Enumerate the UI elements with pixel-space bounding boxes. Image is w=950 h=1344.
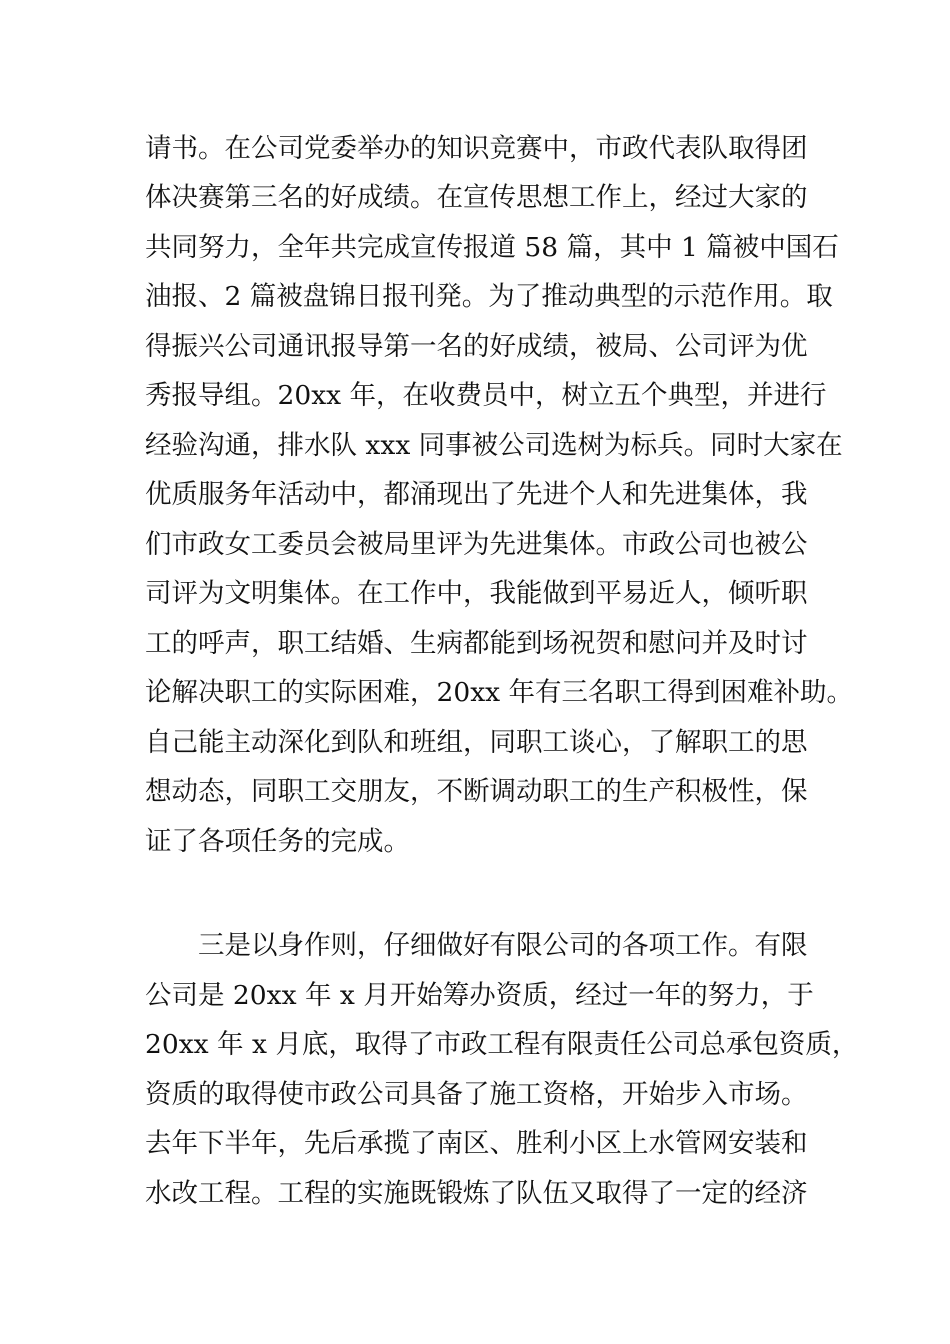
text-line: 们市政女工委员会被局里评为先进集体。市政公司也被公 xyxy=(145,529,808,560)
text-line: 经验沟通，排水队 xxx 同事被公司选树为标兵。同时大家在 xyxy=(145,430,843,461)
text-line: 去年下半年，先后承揽了南区、胜利小区上水管网安装和 xyxy=(145,1128,808,1159)
text-line: 油报、2 篇被盘锦日报刊発。为了推动典型的示范作用。取 xyxy=(145,281,833,312)
text-line: 20xx 年 x 月底，取得了市政工程有限责任公司总承包资质， xyxy=(145,1029,859,1060)
text-line: 得振兴公司通讯报导第一名的好成绩，被局、公司评为优 xyxy=(145,331,808,362)
text-line: 资质的取得使市政公司具备了施工资格，开始步入市场。 xyxy=(145,1079,808,1110)
text-line: 优质服务年活动中，都涌现出了先进个人和先进集体，我 xyxy=(145,479,808,510)
text-line: 工的呼声，职工结婚、生病都能到场祝贺和慰问并及时讨 xyxy=(145,628,808,659)
text-line: 论解决职工的实际困难，20xx 年有三名职工得到困难补助。 xyxy=(145,677,854,708)
text-line: 公司是 20xx 年 x 月开始筹办资质，经过一年的努力，于 xyxy=(145,980,814,1011)
paragraph-first-line: 三是以身作则，仔细做好有限公司的各项工作。有限 xyxy=(198,930,808,961)
text-line: 自己能主动深化到队和班组，同职工谈心，了解职工的思 xyxy=(145,727,808,758)
text-line: 想动态，同职工交朋友，不断调动职工的生产积极性，保 xyxy=(145,776,808,807)
text-line: 秀报导组。20xx 年，在收费员中，树立五个典型，并进行 xyxy=(145,380,827,411)
text-line: 请书。在公司党委举办的知识竞赛中，市政代表队取得团 xyxy=(145,133,808,164)
text-line: 体决赛第三名的好成绩。在宣传思想工作上，经过大家的 xyxy=(145,182,808,213)
text-line: 司评为文明集体。在工作中，我能做到平易近人，倾听职 xyxy=(145,578,808,609)
text-line: 共同努力，全年共完成宣传报道 58 篇，其中 1 篇被中国石 xyxy=(145,232,839,263)
text-line: 证了各项任务的完成。 xyxy=(145,826,410,857)
text-line: 水改工程。工程的实施既锻炼了队伍又取得了一定的经济 xyxy=(145,1178,808,1209)
